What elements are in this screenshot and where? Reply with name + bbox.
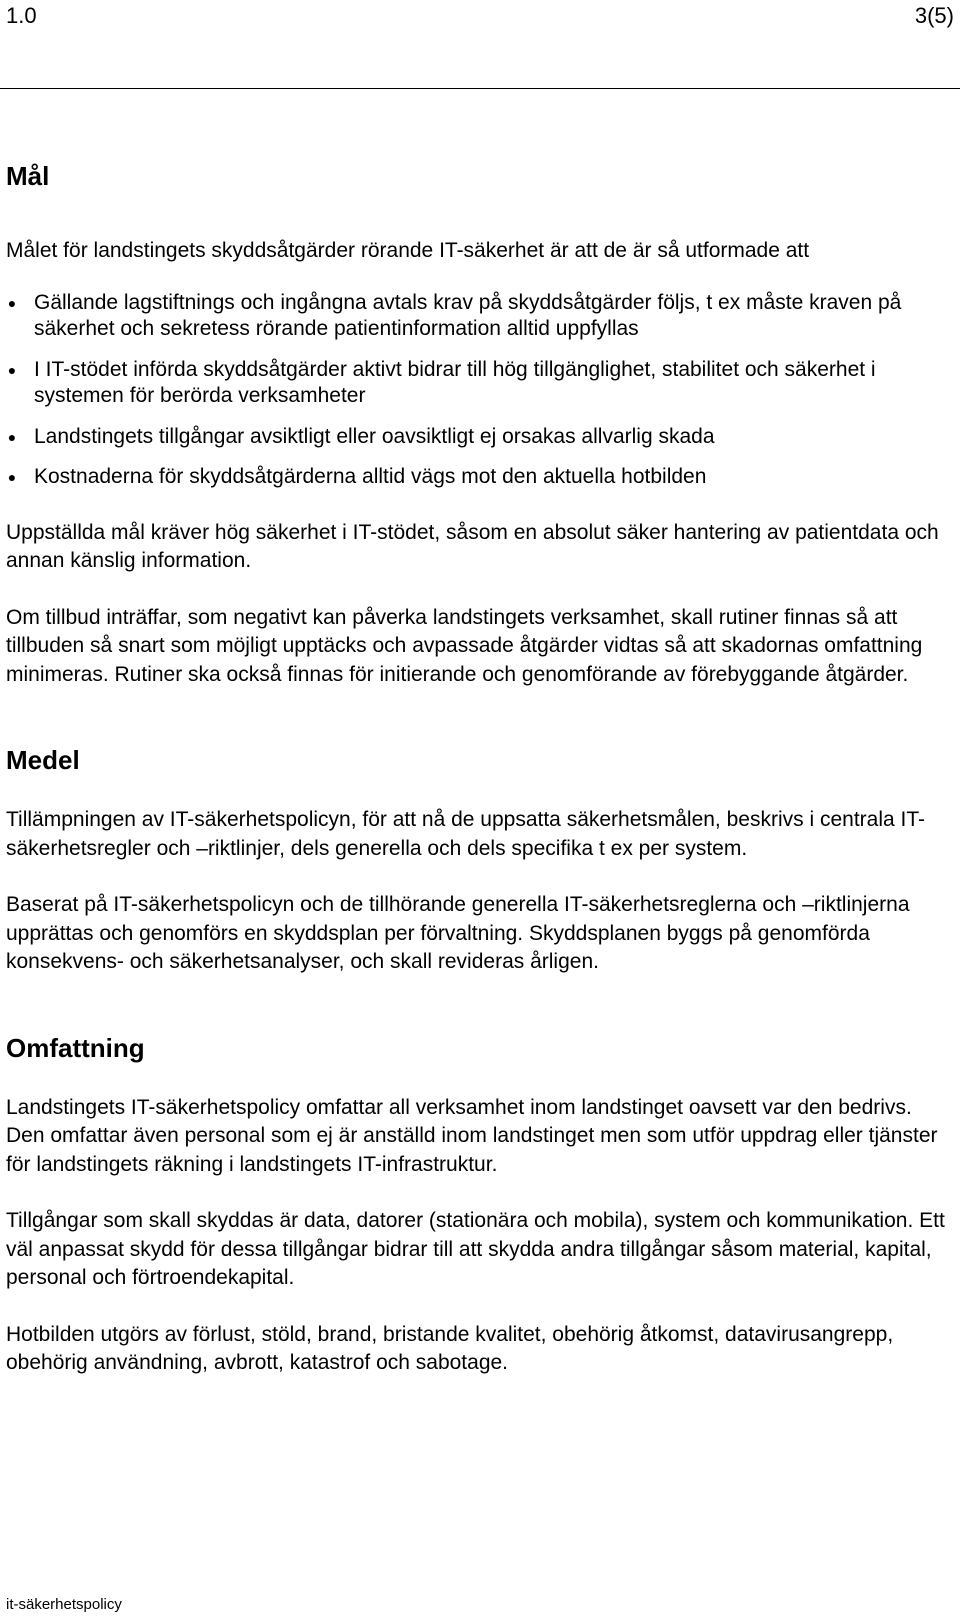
page-number: 3(5) xyxy=(914,3,954,28)
omfattning-paragraph-2: Tillgångar som skall skyddas är data, datorer (stationära och mobila), system och kommunikation. Ett väl anpassat skydd för dessa tillgångar bidrar till att skydda andra tillgångar såsom material, kapital, personal och förtroendekapital. xyxy=(6,1209,945,1289)
list-item-text: Kostnaderna för skyddsåtgärderna alltid vägs mot den aktuella hotbilden xyxy=(34,465,707,488)
document-body xyxy=(6,160,956,1378)
list-item-text: I IT-stödet införda skyddsåtgärder aktivt bidrar till hög tillgänglighet, stabilitet och säkerhet i systemen för berörda verksamheter xyxy=(34,357,876,407)
omfattning-paragraph-1: Landstingets IT-säkerhetspolicy omfattar all verksamhet inom landstinget oavsett var den bedrivs. Den omfattar även personal som ej är anställd inom landstinget men som utför uppdrag eller tjänster för landstingets räkning i landstingets IT-infrastruktur. xyxy=(6,1095,938,1176)
list-item xyxy=(6,424,956,451)
section-heading-mal: Mål xyxy=(6,161,50,191)
section-heading-medel: Medel xyxy=(6,745,80,775)
list-item xyxy=(6,290,956,343)
header-divider xyxy=(0,88,960,89)
list-item xyxy=(6,464,956,491)
bullet-icon: ● xyxy=(7,469,17,485)
mal-paragraph-2: Om tillbud inträffar, som negativt kan påverka landstingets verksamhet, skall rutiner finnas så att tillbuden så snart som möjligt upptäcks och avpassade åtgärder vidtas så att skadornas omfattning minimeras. Rutiner ska också finnas för initierande och genomförande av förebyggande åtgärder. xyxy=(6,605,923,686)
omfattning-paragraph-3: Hotbilden utgörs av förlust, stöld, brand, bristande kvalitet, obehörig åtkomst, datavirusangrepp, obehörig användning, avbrott, katastrof och sabotage. xyxy=(6,1322,894,1374)
medel-paragraph-1: Tillämpningen av IT-säkerhetspolicyn, för att nå de uppsatta säkerhetsmålen, beskrivs i centrala IT-säkerhetsregler och –riktlinjer, dels generella och dels specifika t ex per system. xyxy=(6,808,925,860)
mal-bullet-list xyxy=(6,290,956,491)
list-item-text: Gällande lagstiftnings och ingångna avtals krav på skyddsåtgärder följs, t ex måste kraven på säkerhet och sekretess rörande patientinformation alltid uppfyllas xyxy=(34,290,902,340)
list-item xyxy=(6,357,956,410)
bullet-icon: ● xyxy=(7,361,17,378)
medel-paragraph-2: Baserat på IT-säkerhetspolicyn och de tillhörande generella IT-säkerhetsreglerna och –riktlinjerna upprättas och genomförs en skyddsplan per förvaltning. Skyddsplanen byggs på genomförda konsekvens- och säkerhetsanalyser, och skall revideras årligen. xyxy=(6,893,910,973)
list-item-text: Landstingets tillgångar avsiktligt eller oavsiktligt ej orsakas allvarlig skada xyxy=(34,424,715,448)
document-version: 1.0 xyxy=(6,3,37,28)
mal-intro-paragraph: Målet för landstingets skyddsåtgärder rörande IT-säkerhet är att de är så utformade att xyxy=(6,239,810,262)
mal-paragraph-1: Uppställda mål kräver hög säkerhet i IT-stödet, såsom en absolut säker hantering av patientdata och annan känslig information. xyxy=(6,520,939,572)
bullet-icon: ● xyxy=(7,294,17,311)
section-heading-omfattning: Omfattning xyxy=(6,1032,145,1063)
document-footer: it-säkerhetspolicy xyxy=(6,1596,122,1613)
bullet-icon: ● xyxy=(7,428,17,445)
